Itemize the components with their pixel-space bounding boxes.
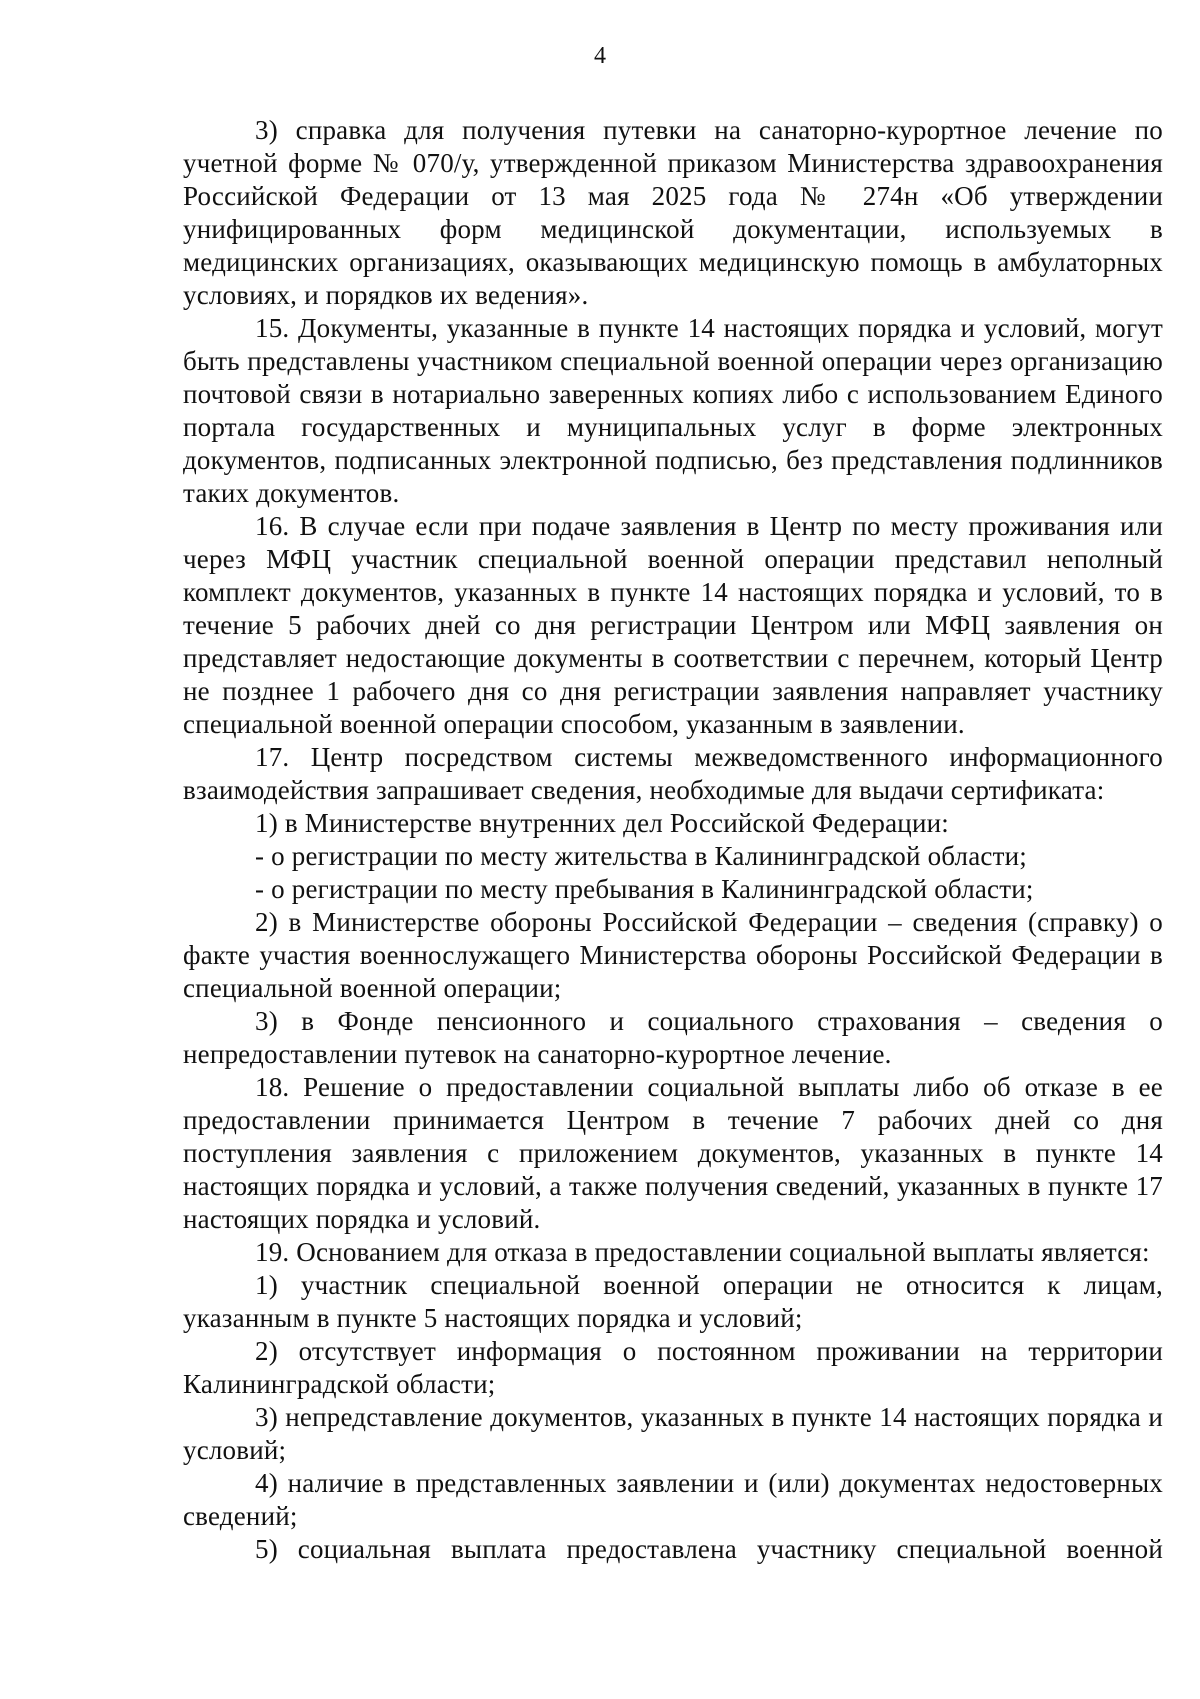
paragraph-17: 17. Центр посредством системы межведомственного информационного взаимодействия запрашивает сведения, необходимые для выдачи сертификата: — [183, 742, 1163, 805]
paragraph-18: 18. Решение о предоставлении социальной выплаты либо об отказе в ее предоставлении принимается Центром в течение 7 рабочих дней со дня поступления заявления с приложением документов, указанных в пункте 14 настоящих порядка и условий, а также получения сведений, указанных в пункте 17 настоящих порядка и условий. — [183, 1072, 1163, 1234]
page-number: 4 — [594, 43, 606, 69]
paragraph-16: 16. В случае если при подаче заявления в Центр по месту проживания или через МФЦ участник специальной военной операции представил неполный комплект документов, указанных в пункте 14 настоящих порядка и условий, то в течение 5 рабочих дней со дня регистрации Центром или МФЦ заявления он представляет недостающие документы в соответствии с перечнем, который Центр не позднее 1 рабочего дня со дня регистрации заявления направляет участнику специальной военной операции способом, указанным в заявлении. — [183, 511, 1163, 739]
paragraph-17-item-2: 2) в Министерстве обороны Российской Федерации – сведения (справку) о факте участия военнослужащего Министерства обороны Российской Федерации в специальной военной операции; — [183, 907, 1163, 1003]
paragraph-17-item-1: 1) в Министерстве внутренних дел Российской Федерации: — [255, 808, 949, 838]
paragraph-19-item-3: 3) непредставление документов, указанных в пункте 14 настоящих порядка и условий; — [183, 1402, 1163, 1465]
paragraph-17-item-1-dash-a: - о регистрации по месту жительства в Калининградской области; — [255, 841, 1027, 871]
paragraph-19-item-4: 4) наличие в представленных заявлении и (или) документах недостоверных сведений; — [183, 1468, 1163, 1531]
paragraph-19-item-5: 5) социальная выплата предоставлена участнику специальной военной — [255, 1534, 1163, 1564]
paragraph-14-item-3: 3) справка для получения путевки на санаторно-курортное лечение по учетной форме № 070/у, утвержденной приказом Министерства здравоохранения Российской Федерации от 13 мая 2025 года № 274н «Об утверждении унифицированных форм медицинской документации, используемых в медицинских организациях, оказывающих медицинскую помощь в амбулаторных условиях, и порядков их ведения». — [183, 115, 1163, 310]
paragraph-17-item-1-dash-b: - о регистрации по месту пребывания в Калининградской области; — [255, 874, 1034, 904]
paragraph-15: 15. Документы, указанные в пункте 14 настоящих порядка и условий, могут быть представлены участником специальной военной операции через организацию почтовой связи в нотариально заверенных копиях либо с использованием Единого портала государственных и муниципальных услуг в форме электронных документов, подписанных электронной подписью, без представления подлинников таких документов. — [183, 313, 1163, 508]
document-body — [183, 114, 1163, 1566]
paragraph-19-item-2: 2) отсутствует информация о постоянном проживании на территории Калининградской области; — [183, 1336, 1163, 1399]
paragraph-17-item-3: 3) в Фонде пенсионного и социального страхования – сведения о непредоставлении путевок на санаторно-курортное лечение. — [183, 1006, 1163, 1069]
paragraph-19-item-1: 1) участник специальной военной операции не относится к лицам, указанным в пункте 5 настоящих порядка и условий; — [183, 1270, 1163, 1333]
paragraph-19: 19. Основанием для отказа в предоставлении социальной выплаты является: — [255, 1237, 1150, 1267]
